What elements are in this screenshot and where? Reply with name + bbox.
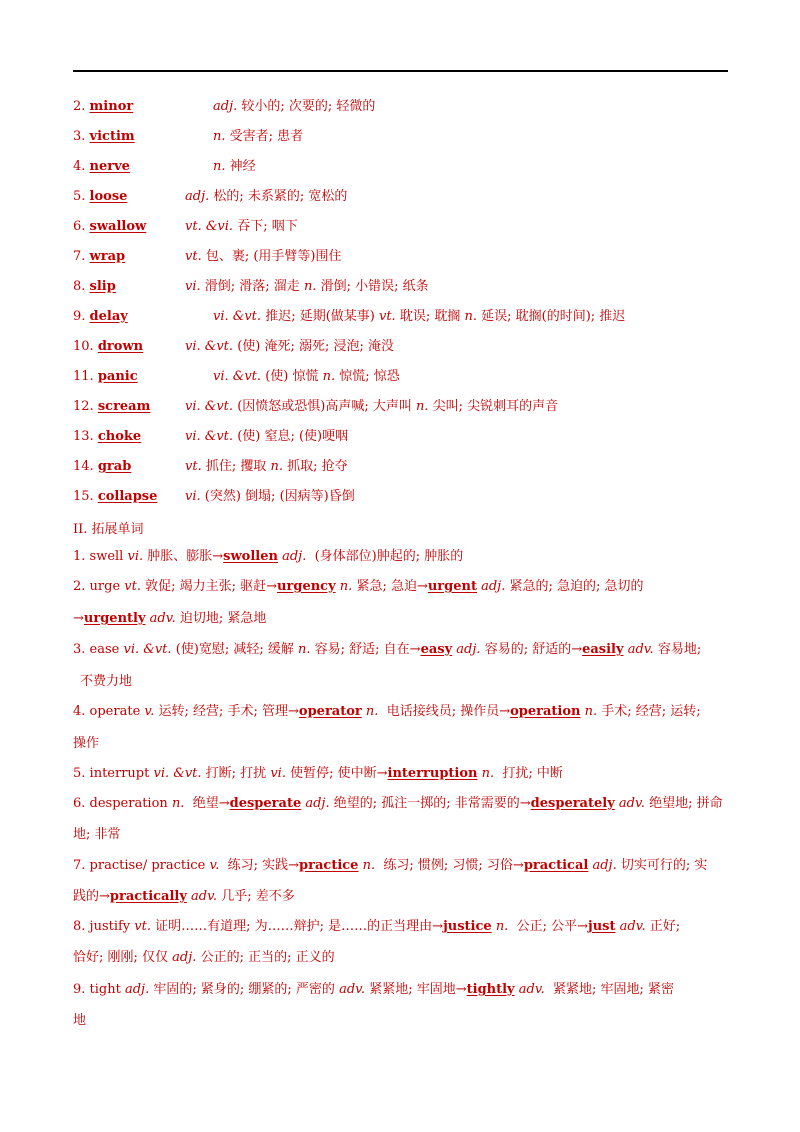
expansion-entry-3-cont: 不费力地 <box>80 674 133 689</box>
vocab-row <box>73 428 349 446</box>
vocab-definition <box>185 458 348 476</box>
vocab-number: 6. <box>73 219 86 234</box>
vocab-definition <box>213 368 400 386</box>
expansion-entry-6-cont: 地; 非常 <box>73 827 121 842</box>
vocab-definition <box>185 398 558 416</box>
part-of-speech: vi. &vt. <box>213 369 262 384</box>
part-of-speech: vi. &vt. <box>185 339 234 354</box>
vocab-word: panic <box>97 369 138 384</box>
meaning: (使) 惊慌 <box>265 369 319 384</box>
vocab-definition <box>213 98 375 116</box>
vocab-row <box>73 248 342 266</box>
section-heading: II. 拓展单词 <box>73 522 144 537</box>
expansion-entry-8-cont: 恰好; 刚刚; 仅仅 adj. 公正的; 正当的; 正义的 <box>73 950 335 965</box>
meaning: 抓取; 抢夺 <box>287 459 348 474</box>
vocab-word: scream <box>97 399 151 414</box>
expansion-entry-3: 3. ease vi. &vt. (使)宽慰; 减轻; 缓解 n. 容易; 舒适; 自在→easy adj. 容易的; 舒适的→easily adv. 容易地; <box>73 642 702 657</box>
meaning: 耽误; 耽搁 <box>399 309 461 324</box>
meaning: 惊慌; 惊恐 <box>339 369 400 384</box>
derived-word: practice <box>299 858 359 873</box>
part-of-speech: vt. <box>185 459 202 474</box>
derived-word: easily <box>582 642 624 657</box>
part-of-speech: vi. <box>185 489 201 504</box>
vocab-row <box>73 308 626 326</box>
part-of-speech: n. <box>213 129 226 144</box>
vocab-definition <box>185 488 355 506</box>
derived-word: justice <box>443 919 492 934</box>
derived-word: practical <box>523 858 589 873</box>
derived-word: operator <box>298 704 362 719</box>
vocab-number: 3. <box>73 129 86 144</box>
meaning: (因愤怒或恐惧)高声喊; 大声叫 <box>237 399 412 414</box>
vocab-number: 15. <box>73 489 94 504</box>
meaning: (使) 淹死; 溺死; 浸泡; 淹没 <box>237 339 395 354</box>
vocab-word: wrap <box>89 249 126 264</box>
part-of-speech: n. <box>322 369 336 384</box>
expansion-entry-2: 2. urge vt. 敦促; 竭力主张; 驱赶→urgency n. 紧急; 急迫→urgent adj. 紧急的; 急迫的; 急切的 <box>73 579 644 594</box>
vocab-number: 5. <box>73 189 86 204</box>
part-of-speech: vt. &vi. <box>185 219 234 234</box>
expansion-entry-1: 1. swell vi. 肿胀、膨胀→swollen adj. (身体部位)肿起的; 肿胀的 <box>73 549 464 564</box>
meaning: 受害者; 患者 <box>229 129 304 144</box>
vocab-word: loose <box>89 189 128 204</box>
vocab-row <box>73 398 559 416</box>
derived-word: practically <box>109 889 187 904</box>
vocab-row <box>73 188 348 206</box>
vocab-definition <box>185 278 429 296</box>
vocab-row <box>73 128 304 146</box>
vocab-row <box>73 488 355 506</box>
vocab-row <box>73 338 395 356</box>
derived-word: tightly <box>466 982 515 997</box>
meaning: 尖叫; 尖锐刺耳的声音 <box>432 399 559 414</box>
part-of-speech: n. <box>303 279 317 294</box>
part-of-speech: n. <box>415 399 429 414</box>
vocab-number: 11. <box>73 369 94 384</box>
meaning: 神经 <box>229 159 256 174</box>
expansion-entry-9-cont: 地 <box>73 1013 87 1028</box>
derived-word: urgency <box>277 579 336 594</box>
vocab-definition <box>185 338 394 356</box>
derived-word: just <box>588 919 616 934</box>
expansion-entry-5: 5. interrupt vi. &vt. 打断; 打扰 vi. 使暂停; 使中断→interruption n. 打扰; 中断 <box>73 766 563 781</box>
part-of-speech: vi. &vt. <box>185 429 234 444</box>
vocab-row <box>73 158 256 176</box>
meaning: 较小的; 次要的; 轻微的 <box>241 99 376 114</box>
derived-word: operation <box>510 704 581 719</box>
vocab-definition <box>213 308 625 326</box>
expansion-entry-6: 6. desperation n. 绝望→desperate adj. 绝望的; 孤注一掷的; 非常需要的→desperately adv. 绝望地; 拼命 <box>73 796 723 811</box>
vocab-word: collapse <box>97 489 158 504</box>
expansion-entry-4-cont: 操作 <box>73 736 100 751</box>
part-of-speech: vi. &vt. <box>213 309 262 324</box>
vocab-row <box>73 458 348 476</box>
expansion-entry-4: 4. operate v. 运转; 经营; 手术; 管理→operator n. 电话接线员; 操作员→operation n. 手术; 经营; 运转; <box>73 704 701 719</box>
derived-word: desperate <box>229 796 302 811</box>
vocab-row <box>73 98 376 116</box>
vocab-word: delay <box>89 309 128 324</box>
header-rule <box>73 70 728 72</box>
derived-word: urgent <box>427 579 477 594</box>
vocab-definition <box>213 158 256 176</box>
derived-word: desperately <box>530 796 615 811</box>
vocab-number: 8. <box>73 279 86 294</box>
meaning: 推迟; 延期(做某事) <box>265 309 375 324</box>
vocab-number: 13. <box>73 429 94 444</box>
expansion-entry-7-cont: 践的→practically adv. 几乎; 差不多 <box>73 889 295 904</box>
vocab-word: victim <box>89 129 135 144</box>
vocab-number: 12. <box>73 399 94 414</box>
vocab-number: 10. <box>73 339 94 354</box>
part-of-speech: adj. <box>213 99 238 114</box>
vocab-word: choke <box>97 429 142 444</box>
vocab-word: slip <box>89 279 116 294</box>
derived-word: swollen <box>223 549 278 564</box>
expansion-entry-7: 7. practise/ practice v. 练习; 实践→practice n. 练习; 惯例; 习惯; 习俗→practical adj. 切实可行的; 实 <box>73 858 708 873</box>
vocab-definition <box>185 428 348 446</box>
expansion-entry-8: 8. justify vt. 证明……有道理; 为……辩护; 是……的正当理由→justice n. 公正; 公平→just adv. 正好; <box>73 919 681 934</box>
derived-word: easy <box>420 642 453 657</box>
vocab-word: minor <box>89 99 134 114</box>
meaning: (突然) 倒塌; (因病等)昏倒 <box>204 489 355 504</box>
meaning: 吞下; 咽下 <box>237 219 298 234</box>
vocab-number: 4. <box>73 159 86 174</box>
vocab-number: 9. <box>73 309 86 324</box>
vocab-definition <box>185 218 298 236</box>
meaning: 滑倒; 小错误; 纸条 <box>320 279 429 294</box>
part-of-speech: n. <box>464 309 477 324</box>
vocab-number: 14. <box>73 459 94 474</box>
vocab-word: swallow <box>89 219 147 234</box>
meaning: 延误; 耽搁(的时间); 推迟 <box>481 309 626 324</box>
meaning: 滑倒; 滑落; 溜走 <box>204 279 300 294</box>
vocab-definition <box>185 188 347 206</box>
meaning: 包、裹; (用手臂等)围住 <box>205 249 342 264</box>
part-of-speech: vi. &vt. <box>185 399 234 414</box>
meaning: 松的; 未系紧的; 宽松的 <box>213 189 348 204</box>
vocab-number: 2. <box>73 99 86 114</box>
expansion-entry-2-cont: →urgently adv. 迫切地; 紧急地 <box>73 611 267 626</box>
part-of-speech: vt. <box>378 309 396 324</box>
expansion-entry-9: 9. tight adj. 牢固的; 紧身的; 绷紧的; 严密的 adv. 紧紧地; 牢固地→tightly adv. 紧紧地; 牢固地; 紧密 <box>73 982 675 997</box>
part-of-speech: n. <box>270 459 284 474</box>
derived-word: interruption <box>387 766 478 781</box>
part-of-speech: vt. <box>185 249 202 264</box>
vocab-definition <box>213 128 303 146</box>
vocab-word: drown <box>97 339 144 354</box>
part-of-speech: n. <box>213 159 226 174</box>
vocab-row <box>73 218 298 236</box>
vocab-row <box>73 368 400 386</box>
vocab-word: nerve <box>89 159 130 174</box>
derived-word: urgently <box>83 611 146 626</box>
vocab-number: 7. <box>73 249 86 264</box>
vocab-word: grab <box>97 459 132 474</box>
part-of-speech: vi. <box>185 279 201 294</box>
meaning: 抓住; 攫取 <box>205 459 267 474</box>
vocab-definition <box>185 248 342 266</box>
part-of-speech: adj. <box>185 189 210 204</box>
vocab-row <box>73 278 429 296</box>
meaning: (使) 窒息; (使)哽咽 <box>237 429 349 444</box>
